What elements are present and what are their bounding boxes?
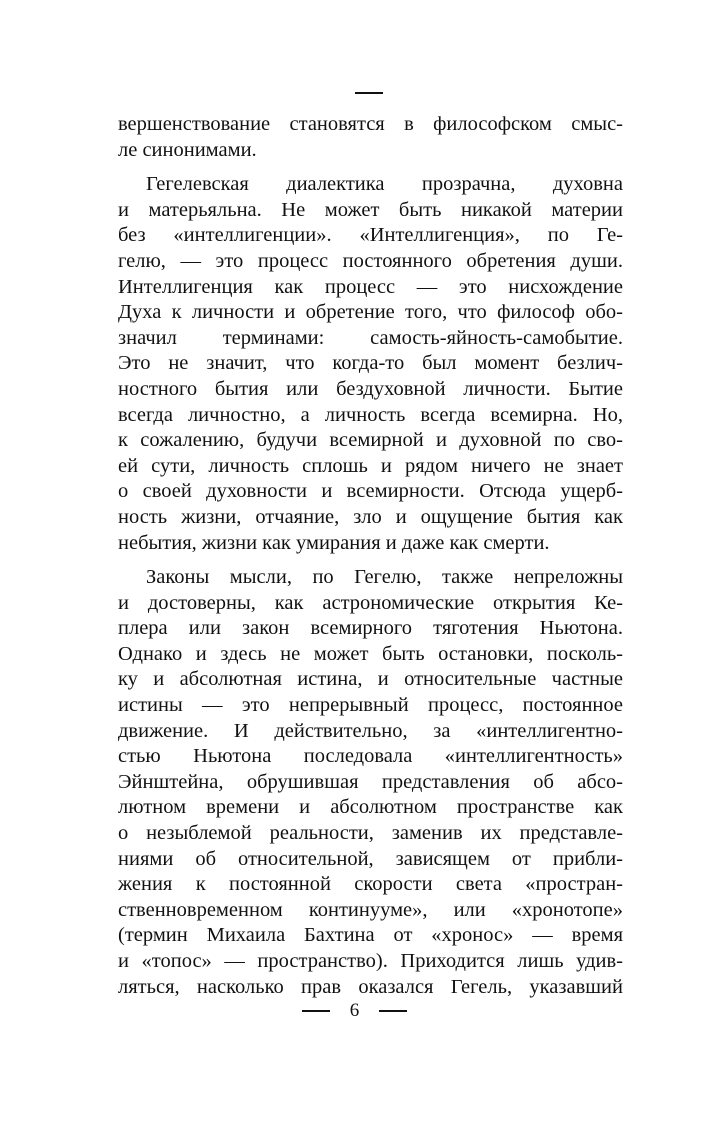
folio-dash-left — [302, 1010, 330, 1012]
text-line: ляться, насколько прав оказался Гегель, указавший — [118, 975, 623, 998]
page-number: 6 — [349, 1000, 360, 1021]
text-line: небытия, жизни как умирания и даже как смерти. — [118, 531, 550, 554]
paragraph — [118, 112, 623, 163]
text-line: ей сути, личность сплошь и рядом ничего не знает — [118, 454, 623, 477]
text-line: гелю, — это процесс постоянного обретения души. — [118, 249, 623, 272]
text-line: ственновременном континууме», или «хронотопе» — [118, 898, 623, 921]
text-line: и достоверны, как астрономические открытия Ке- — [118, 591, 623, 614]
text-line: ность жизни, отчаяние, зло и ощущение бытия как — [118, 505, 623, 528]
text-line: ку и абсолютная истина, и относительные частные — [118, 668, 623, 691]
paragraph — [118, 172, 623, 556]
text-line: лютном времени и абсолютном пространстве как — [118, 796, 623, 819]
page-footer — [0, 1000, 709, 1022]
body-text — [118, 112, 623, 1000]
text-line: Гегелевская диалектика прозрачна, духовна — [146, 173, 623, 196]
text-line: Законы мысли, по Гегелю, также непреложны — [146, 566, 623, 589]
text-line: ностного бытия или бездуховной личности. Бытие — [118, 377, 623, 400]
text-line: и «топос» — пространство). Приходится лишь удив- — [118, 950, 623, 972]
text-line: (термин Михаила Бахтина от «хронос» — время — [118, 924, 623, 947]
running-head-rule — [355, 92, 383, 94]
text-line: о своей духовности и всемирности. Отсюда ущерб- — [118, 480, 623, 503]
text-line: ниями об относительной, зависящем от прибли- — [118, 847, 623, 870]
paragraph — [118, 565, 623, 1000]
text-line: Это не значит, что когда-то был момент безлич- — [118, 352, 623, 375]
text-line: ле синонимами. — [118, 138, 257, 161]
text-line: Интеллигенция как процесс — это нисхождение — [118, 275, 623, 298]
text-line: и матерьяльна. Не может быть никакой материи — [118, 198, 623, 221]
text-line: всегда личностно, а личность всегда всемирна. Но, — [118, 403, 623, 426]
text-line: истины — это непрерывный процесс, постоянное — [118, 694, 623, 717]
text-line: жения к постоянной скорости света «простран- — [118, 873, 623, 896]
text-line: о незыблемой реальности, заменив их представле- — [118, 822, 623, 845]
text-line: стью Ньютона последовала «интеллигентность» — [118, 745, 623, 768]
text-line: значил терминами: самость-яйность-самобытие. — [118, 326, 623, 349]
text-line: к сожалению, будучи всемирной и духовной по сво- — [118, 429, 623, 452]
text-line: вершенствование становятся в философском смыс- — [118, 113, 623, 135]
text-line: движение. И действительно, за «интеллигентно- — [118, 719, 623, 742]
text-line: без «интеллигенции». «Интеллигенция», по Ге- — [118, 224, 623, 247]
text-line: плера или закон всемирного тяготения Ньютона. — [118, 617, 623, 640]
text-line: Однако и здесь не может быть остановки, посколь- — [118, 642, 623, 665]
text-line: Духа к личности и обретение того, что философ обо- — [118, 301, 623, 324]
text-line: Эйнштейна, обрушившая представления об абсо- — [118, 770, 623, 793]
folio-dash-right — [379, 1010, 407, 1012]
